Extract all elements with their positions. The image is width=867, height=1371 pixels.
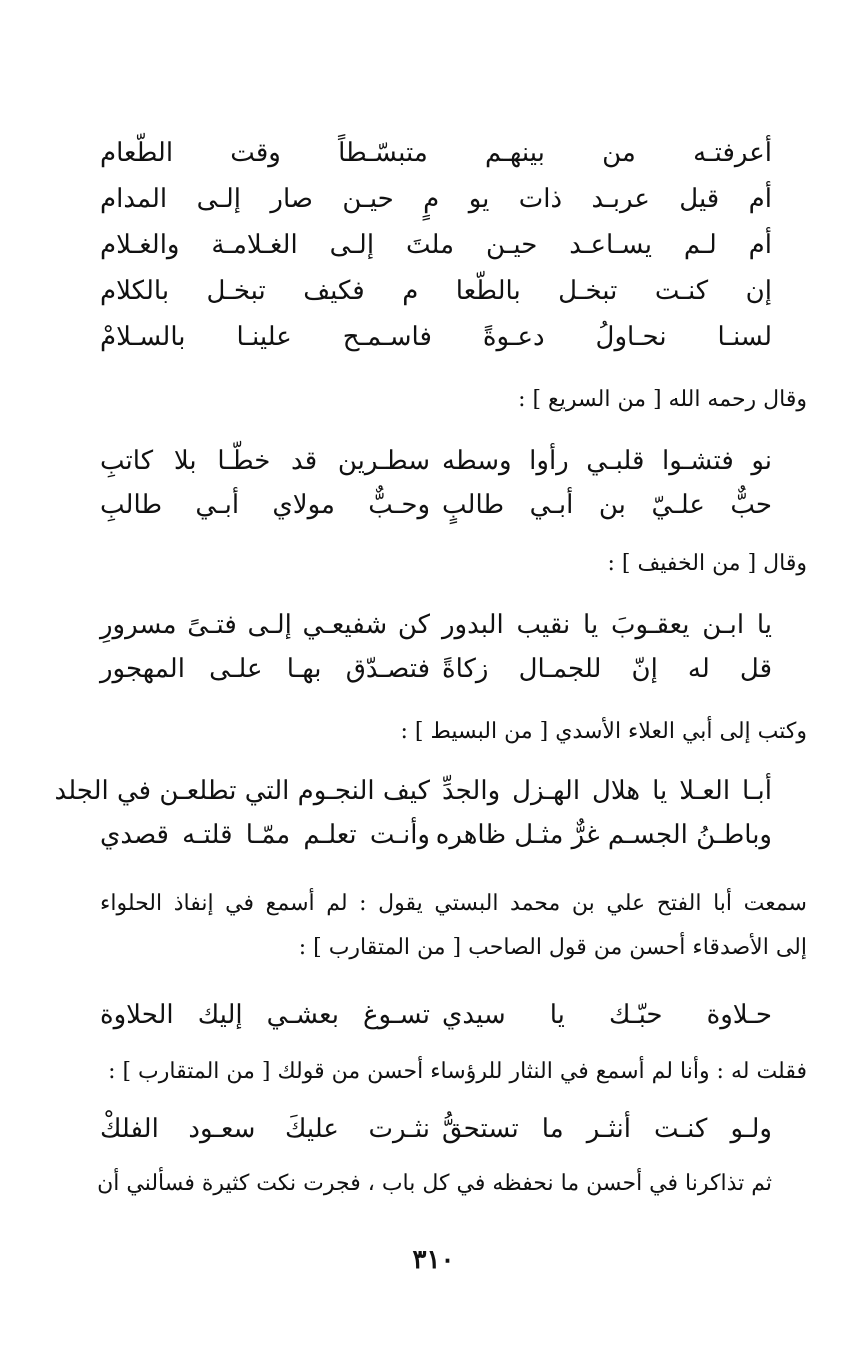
poem3-line-2-second-hemistich: فتصـدّق بهـا علـى المهجور	[100, 654, 430, 684]
poem6-second-hemistich: نثـرت عليكَ سعـود الفلكْ	[100, 1114, 430, 1144]
poem4-line-2-second-hemistich: وأنـت تعلـم ممّـا قلتـه قصدي	[100, 820, 430, 850]
poem1-line-3: أم لـم يسـاعـد حيـن ملتَ إلـى الغـلامـة والغـلام	[100, 230, 772, 260]
poem1-line-2: أم قيل عربـد ذات يو مٍ حيـن صار إلـى المدام	[100, 184, 772, 214]
poem2-line-2-second-hemistich: وحـبٌّ مولاي أبـي طالبِ	[100, 490, 430, 520]
poem2-line-2-first-hemistich: حبٌّ علـيّ بن أبـي طالبٍ	[442, 490, 772, 520]
poem1-line-1: أعرفتـه من بينهـم متبسّـطاً وقت الطّعام	[100, 138, 772, 168]
poem3-line-1-first-hemistich: يا ابـن يعقـوبَ يا نقيب البدور	[442, 610, 772, 640]
poem2-line-1-first-hemistich: نو فتشـوا قلبـي رأوا وسطه	[442, 446, 772, 476]
poem4-line-2-first-hemistich: وباطـنُ الجسـم غرٌّ مثـل ظاهره	[435, 820, 772, 850]
section-heading-1: وقال رحمه الله [ من السريع ] :	[518, 387, 807, 412]
poem1-line-4: إن كنـت تبخـل بالطّعا م فكيف تبخـل بالكلام	[100, 276, 772, 306]
poem2-line-1-second-hemistich: سطـرين قد خطّـا بلا كاتبِ	[100, 446, 430, 476]
prose-paragraph-1-line-2: إلى الأصدقاء أحسن من قول الصاحب [ من المتقارب ] :	[298, 935, 807, 960]
prose-paragraph-1-line-1: سمعت أبا الفتح علي بن محمد البستي يقول : لم أسمع في إنفاذ الحلواء	[100, 891, 807, 916]
page-number: ٣١٠	[412, 1245, 455, 1275]
poem4-line-1-second-hemistich: كيف النجـوم التي تطلعـن في الجلد	[54, 776, 430, 806]
poem6-first-hemistich: ولـو كنـت أنثـر ما تستحقُّ	[442, 1114, 772, 1144]
poem4-line-1-first-hemistich: أبـا العـلا يا هلال الهـزل والجدِّ	[442, 776, 772, 806]
poem5-second-hemistich: تسـوغ بعشـي إليك الحلاوة	[100, 1000, 430, 1030]
poem3-line-2-first-hemistich: قل له إنّ للجمـال زكاةً	[442, 654, 772, 684]
poem3-line-1-second-hemistich: كن شفيعـي إلـى فتـىً مسرورِ	[100, 610, 430, 640]
poem5-first-hemistich: حـلاوة حبّـك يا سيدي	[442, 1000, 772, 1030]
section-heading-2: وقال [ من الخفيف ] :	[607, 551, 807, 576]
poem1-line-5: لسنـا نحـاولُ دعـوةً فاسـمـح علينـا بالسـلامْ	[100, 322, 772, 352]
prose-paragraph-3: ثم تذاكرنا في أحسن ما نحفظه في كل باب ، فجرت نكت كثيرة فسألني أن	[97, 1171, 772, 1196]
prose-paragraph-2: فقلت له : وأنا لم أسمع في النثار للرؤساء أحسن من قولك [ من المتقارب ] :	[108, 1059, 807, 1084]
section-heading-3: وكتب إلى أبي العلاء الأسدي [ من البسيط ] :	[400, 719, 807, 744]
